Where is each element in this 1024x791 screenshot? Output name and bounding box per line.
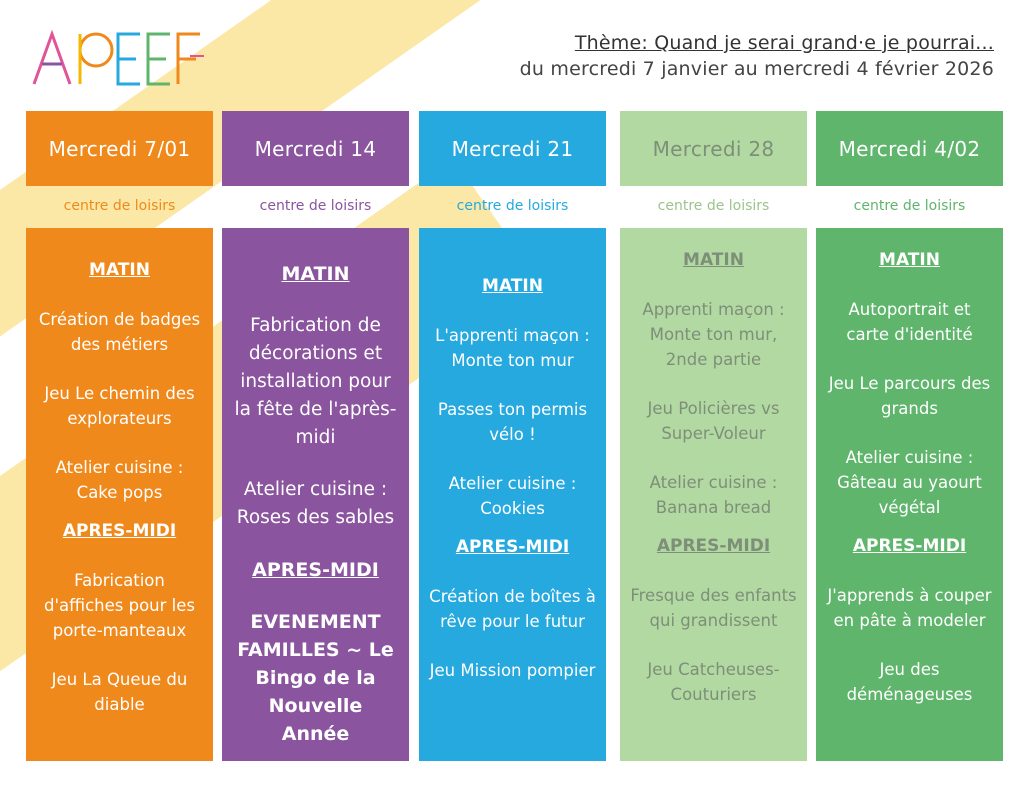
activities-panel xyxy=(419,228,606,761)
activity: Atelier cuisine : Roses des sables xyxy=(236,479,395,528)
day-header: Mercredi 28 xyxy=(620,111,807,186)
theme-title: Thème: Quand je serai grand·e je pourrai... xyxy=(574,32,994,54)
activity: Atelier cuisine : Gâteau au yaourt végétal xyxy=(837,448,982,517)
date-range: du mercredi 7 janvier au mercredi 4 février 2026 xyxy=(519,58,994,80)
centre-label: centre de loisirs xyxy=(259,198,372,214)
centre-label: centre de loisirs xyxy=(657,198,770,214)
day-column-21 xyxy=(419,111,606,761)
morning-title: MATIN xyxy=(879,250,940,270)
activities-panel xyxy=(816,228,1003,761)
activity: Passes ton permis vélo ! xyxy=(437,400,588,444)
activity: Fresque des enfants qui grandissent xyxy=(630,586,797,630)
centre-label: centre de loisirs xyxy=(853,198,966,214)
family-event: EVENEMENT FAMILLES ~ Le Bingo de la Nouvelle Année xyxy=(237,611,394,745)
activity: Autoportrait et carte d'identité xyxy=(846,300,973,344)
activity: Fabrication d'affiches pour les porte-manteaux xyxy=(44,571,195,640)
activity: Apprenti maçon : Monte ton mur, 2nde partie xyxy=(642,300,785,369)
day-header: Mercredi 14 xyxy=(222,111,409,186)
day-header: Mercredi 21 xyxy=(419,111,606,186)
apeef-logo xyxy=(30,26,210,90)
day-column-14 xyxy=(222,111,409,761)
afternoon-title: APRES-MIDI xyxy=(62,521,177,541)
day-column-28 xyxy=(620,111,807,761)
activity: Création de boîtes à rêve pour le futur xyxy=(429,587,596,631)
activity: Atelier cuisine : Banana bread xyxy=(649,473,778,517)
day-column-4-02 xyxy=(816,111,1003,761)
day-header: Mercredi 7/01 xyxy=(26,111,213,186)
centre-label: centre de loisirs xyxy=(63,198,176,214)
activity: Jeu La Queue du diable xyxy=(51,670,188,714)
activity: Jeu Le parcours des grands xyxy=(828,374,991,418)
activity: Création de badges des métiers xyxy=(38,310,201,354)
morning-title: MATIN xyxy=(683,250,744,270)
activity: Jeu Mission pompier xyxy=(429,661,596,680)
activity: Jeu Le chemin des explorateurs xyxy=(44,384,195,428)
activities-panel xyxy=(26,228,213,761)
centre-label: centre de loisirs xyxy=(456,198,569,214)
activity: Jeu Policières vs Super-Voleur xyxy=(647,399,780,443)
activity: Fabrication de décorations et installation pour la fête de l'après-midi xyxy=(234,315,397,448)
activity: Atelier cuisine : Cake pops xyxy=(55,458,184,502)
afternoon-title: APRES-MIDI xyxy=(656,536,771,556)
activity: L'apprenti maçon : Monte ton mur xyxy=(435,326,590,370)
activity: Atelier cuisine : Cookies xyxy=(448,474,577,518)
day-header: Mercredi 4/02 xyxy=(816,111,1003,186)
afternoon-title: APRES-MIDI xyxy=(852,536,967,556)
activity: Jeu Catcheuses-Couturiers xyxy=(647,660,780,704)
day-column-7-01 xyxy=(26,111,213,761)
afternoon-title: APRES-MIDI xyxy=(455,537,570,557)
morning-title: MATIN xyxy=(482,276,543,296)
activity: J'apprends à couper en pâte à modeler xyxy=(827,586,992,630)
activities-panel xyxy=(222,228,409,761)
morning-title: MATIN xyxy=(281,263,350,285)
activities-panel xyxy=(620,228,807,761)
afternoon-title: APRES-MIDI xyxy=(252,559,379,581)
morning-title: MATIN xyxy=(89,260,150,280)
activity: Jeu des déménageuses xyxy=(846,660,973,704)
header xyxy=(520,32,994,80)
